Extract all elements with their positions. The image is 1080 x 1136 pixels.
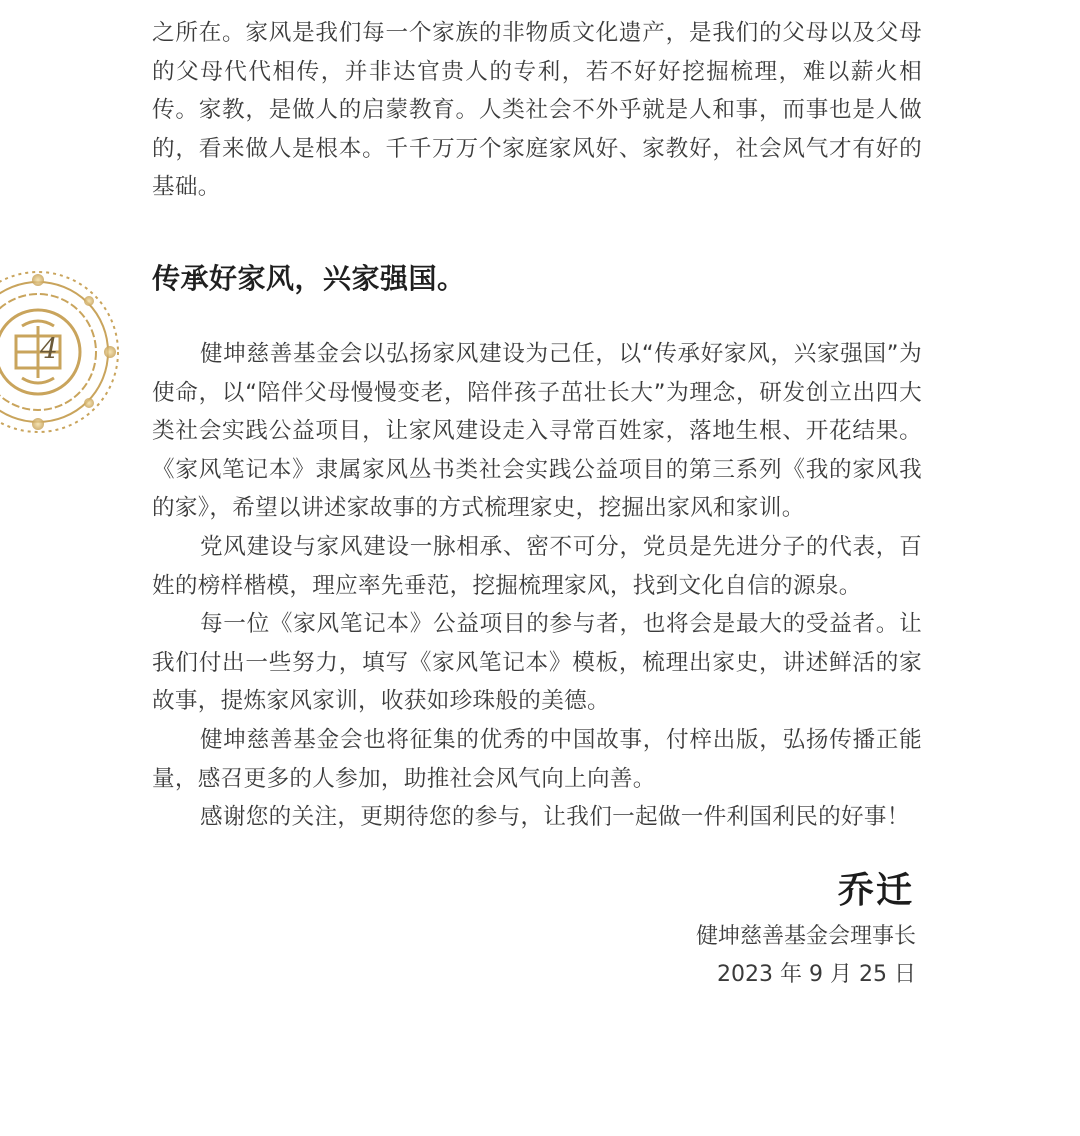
signature-title: 健坤慈善基金会理事长 <box>695 924 916 949</box>
closing-paragraph: 感谢您的关注，更期待您的参与，让我们一起做一件利国利民的好事！ <box>200 804 910 831</box>
body-paragraph: 党风建设与家风建设一脉相承、密不可分，党员是先进分子的代表，百姓的榜样楷模，理应率先垂范，挖掘梳理家风，找到文化自信的源泉。 <box>152 533 922 599</box>
article-body <box>152 14 922 837</box>
signature-date: 2023 年 9 月 25 日 <box>717 962 916 987</box>
body-paragraph: 健坤慈善基金会也将征集的优秀的中国故事，付梓出版，弘扬传播正能量，感召更多的人参加，助推社会风气向上向善。 <box>152 726 922 792</box>
signature-name: 乔迁 <box>837 869 914 911</box>
section-heading: 传承好家风，兴家强国。 <box>152 261 466 295</box>
gold-medallion-ornament-icon <box>0 266 124 438</box>
body-paragraph: 每一位《家风笔记本》公益项目的参与者，也将会是最大的受益者。让我们付出一些努力，填写《家风笔记本》模板，梳理出家史，讲述鲜活的家故事，提炼家风家训，收获如珍珠般的美德。 <box>152 611 922 715</box>
intro-paragraph: 之所在。家风是我们每一个家族的非物质文化遗产，是我们的父母以及父母的父母代代相传，并非达官贵人的专利，若不好好挖掘梳理，难以薪火相传。家教，是做人的启蒙教育。人类社会不外乎就是人和事，而事也是人做的，看来做人是根本。千千万万个家庭家风好、家教好，社会风气才有好的基础。 <box>152 20 922 201</box>
page-number: 4 <box>40 332 58 365</box>
body-paragraph: 健坤慈善基金会以弘扬家风建设为己任，以“传承好家风，兴家强国”为使命，以“陪伴父母慢慢变老，陪伴孩子茁壮长大”为理念，研发创立出四大类社会实践公益项目，让家风建设走入寻常百姓家，落地生根、开花结果。《家风笔记本》隶属家风丛书类社会实践公益项目的第三系列《我的家风我的家》，希望以讲述家故事的方式梳理家史，挖掘出家风和家训。 <box>152 340 922 522</box>
